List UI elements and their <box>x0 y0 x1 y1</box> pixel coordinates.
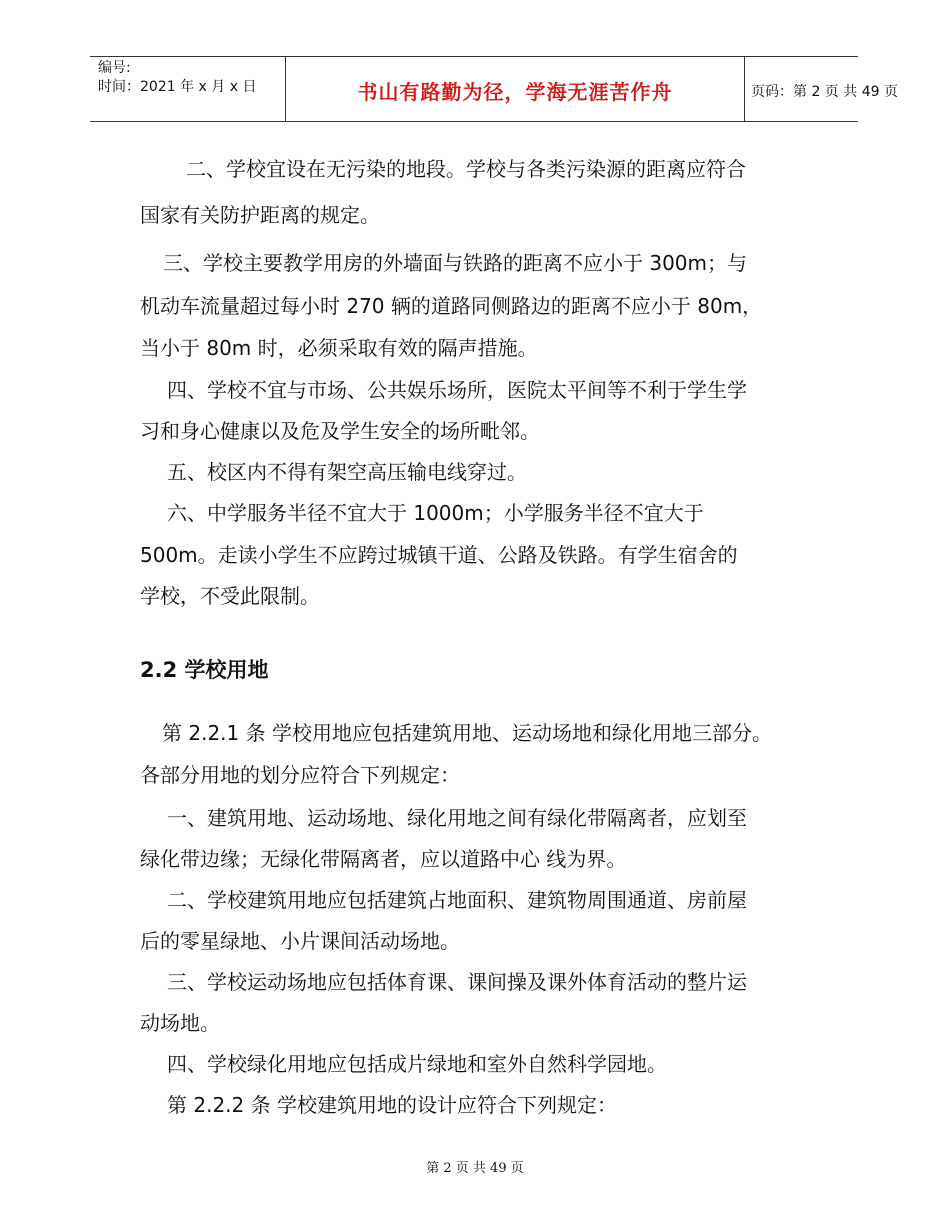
page-header <box>90 56 898 122</box>
header-page-info: 页码：第 2 页 共 49 页 <box>751 84 898 100</box>
paragraph-line: 各部分用地的划分应符合下列规定： <box>140 763 460 787</box>
paragraph-line: 学校，不受此限制。 <box>140 584 320 608</box>
paragraph-line: 四、学校不宜与市场、公共娱乐场所，医院太平间等不利于学生学 <box>167 378 747 402</box>
paragraph-line: 机动车流量超过每小时 270 辆的道路同侧路边的距离不应小于 80m， <box>140 294 763 318</box>
paragraph-line: 习和身心健康以及危及学生安全的场所毗邻。 <box>140 419 540 443</box>
paragraph-line: 第 2.2.1 条 学校用地应包括建筑用地、运动场地和绿化用地三部分。 <box>162 721 772 745</box>
header-motto-cell <box>285 57 745 121</box>
paragraph-line: 绿化带边缘；无绿化带隔离者，应以道路中心 线为界。 <box>140 847 627 871</box>
header-page-cell <box>743 57 898 121</box>
paragraph-line: 二、学校宜设在无污染的地段。学校与各类污染源的距离应符合 <box>186 157 746 181</box>
paragraph-line: 四、学校绿化用地应包括成片绿地和室外自然科学园地。 <box>167 1052 667 1076</box>
document-time: 时间：2021 年 x 月 x 日 <box>98 79 257 95</box>
section-heading: 2.2 学校用地 <box>140 658 269 682</box>
paragraph-line: 动场地。 <box>140 1011 220 1035</box>
paragraph-line: 500m。走读小学生不应跨过城镇干道、公路及铁路。有学生宿舍的 <box>140 543 738 567</box>
paragraph-line: 第 2.2.2 条 学校建筑用地的设计应符合下列规定： <box>167 1093 617 1117</box>
header-motto: 书山有路勤为径，学海无涯苦作舟 <box>357 80 673 104</box>
page-footer: 第 2 页 共 49 页 <box>426 1161 524 1176</box>
paragraph-line: 三、学校主要教学用房的外墙面与铁路的距离不应小于 300m；与 <box>163 251 748 275</box>
header-meta <box>90 57 285 121</box>
paragraph-line: 一、建筑用地、运动场地、绿化用地之间有绿化带隔离者，应划至 <box>167 806 747 830</box>
paragraph-line: 后的零星绿地、小片课间活动场地。 <box>140 929 460 953</box>
paragraph-line: 当小于 80m 时，必须采取有效的隔声措施。 <box>140 336 538 360</box>
paragraph-line: 五、校区内不得有架空高压输电线穿过。 <box>167 460 527 484</box>
paragraph-line: 三、学校运动场地应包括体育课、课间操及课外体育活动的整片运 <box>167 970 747 994</box>
paragraph-line: 二、学校建筑用地应包括建筑占地面积、建筑物周围通道、房前屋 <box>167 888 747 912</box>
document-number-label: 编号: <box>98 60 131 76</box>
paragraph-line: 六、中学服务半径不宜大于 1000m；小学服务半径不宜大于 <box>167 501 704 525</box>
paragraph-line: 国家有关防护距离的规定。 <box>140 203 380 227</box>
